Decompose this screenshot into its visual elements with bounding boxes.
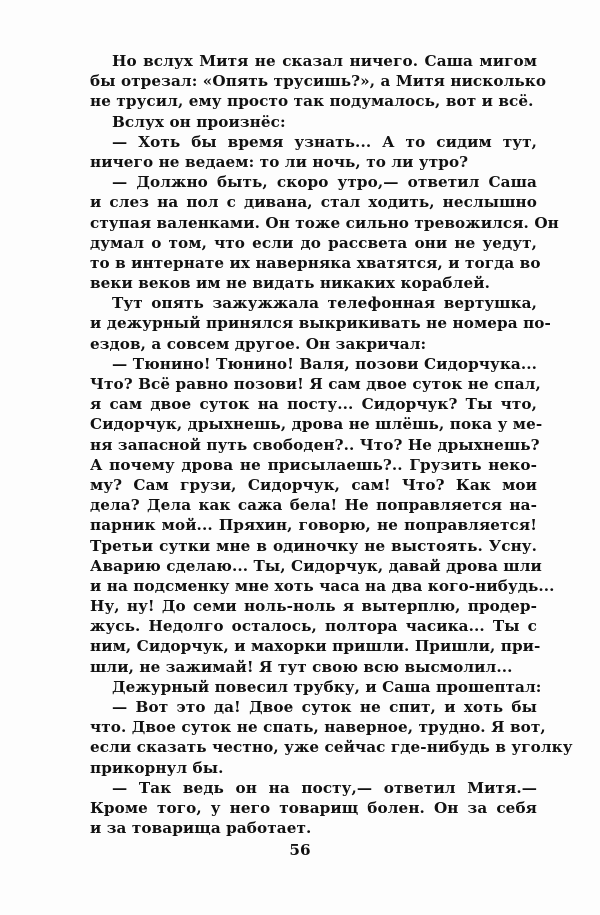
- text-line: Третьи сутки мне в одиночку не выстоять. Усну.: [90, 536, 537, 555]
- paragraph: [90, 354, 555, 677]
- text-line: ня запасной путь свободен?.. Что? Не дрыхнешь?: [90, 435, 540, 454]
- text-line: — Должно быть, скоро утро,— ответил Саша: [112, 173, 537, 192]
- text-line: Тут опять зажужжала телефонная вертушка,: [112, 294, 537, 313]
- text-line: думал о том, что если до рассвета они не уедут,: [90, 233, 537, 252]
- text-line: Вслух он произнёс:: [112, 112, 286, 131]
- text-line: Что? Всё равно позови! Я сам двое суток не спал,: [90, 375, 541, 393]
- text-line: и дежурный принялся выкрикивать не номера по-: [90, 314, 551, 333]
- paragraph: [90, 677, 542, 697]
- text-line: жусь. Недолго осталось, полтора часика... Ты с: [90, 617, 537, 636]
- text-line: — Тюнино! Тюнино! Валя, позови Сидорчука...: [112, 354, 537, 373]
- text-line: дела? Дела как сажа бела! Не поправляется на-: [90, 496, 537, 515]
- text-line: ездов, а совсем другое. Он закричал:: [90, 334, 427, 353]
- text-line: ступая валенками. Он тоже сильно тревожился. Он: [90, 213, 559, 232]
- text-line: и на подсменку мне хоть часа на два кого-нибудь...: [90, 576, 555, 595]
- text-line: Сидорчук, дрыхнешь, дрова не шлёшь, пока у ме-: [90, 415, 543, 434]
- text-line: не трусил, ему просто так подумалось, вот и всё.: [90, 92, 534, 111]
- text-line: то в интернате их наверняка хватятся, и тогда во: [90, 253, 541, 272]
- text-line: Кроме того, у него товарищ болен. Он за себя: [90, 798, 537, 817]
- text-line: — Хоть бы время узнать... А то сидим тут,: [112, 132, 537, 151]
- text-line: — Вот это да! Двое суток не спит, и хоть бы: [112, 698, 537, 716]
- body-text: [90, 51, 573, 838]
- paragraph: [90, 778, 537, 839]
- paragraph: [90, 697, 573, 778]
- text-line: ничего не ведаем: то ли ночь, то ли утро?: [90, 152, 469, 171]
- paragraph: [90, 293, 551, 354]
- text-line: парник мой... Пряхин, говорю, не поправляется!: [90, 516, 537, 535]
- text-line: Но вслух Митя не сказал ничего. Саша мигом: [112, 52, 537, 70]
- text-line: Аварию сделаю... Ты, Сидорчук, давай дрова шли: [90, 556, 542, 575]
- text-line: я сам двое суток на посту... Сидорчук? Ты что,: [90, 395, 537, 414]
- paragraph: [90, 132, 537, 172]
- text-line: шли, не зажимай! Я тут свою всю высмолил...: [90, 657, 513, 676]
- text-line: А почему дрова не присылаешь?.. Грузить неко-: [90, 455, 537, 474]
- text-line: Ну, ну! До семи ноль-ноль я вытерплю, продер-: [90, 597, 537, 616]
- text-line: и за товарища работает.: [90, 819, 312, 838]
- text-line: если сказать честно, уже сейчас где-нибудь в уголку: [90, 738, 573, 757]
- text-line: веки веков им не видать никаких кораблей.: [90, 274, 490, 293]
- text-line: бы отрезал: «Опять трусишь?», а Митя нисколько: [90, 72, 547, 91]
- paragraph: [90, 112, 537, 132]
- text-line: му? Сам грузи, Сидорчук, сам! Что? Как мои: [90, 475, 537, 494]
- page-number: 56: [289, 841, 311, 859]
- text-line: — Так ведь он на посту,— ответил Митя.—: [112, 778, 537, 797]
- paragraph: [90, 51, 547, 112]
- paragraph: [90, 172, 559, 293]
- text-line: Дежурный повесил трубку, и Саша прошептал:: [112, 677, 542, 696]
- text-line: что. Двое суток не спать, наверное, трудно. Я вот,: [90, 718, 546, 737]
- text-line: и слез на пол с дивана, стал ходить, неслышно: [90, 193, 537, 212]
- text-line: прикорнул бы.: [90, 758, 224, 777]
- text-line: ним, Сидорчук, и махорки пришли. Пришли, при-: [90, 637, 541, 656]
